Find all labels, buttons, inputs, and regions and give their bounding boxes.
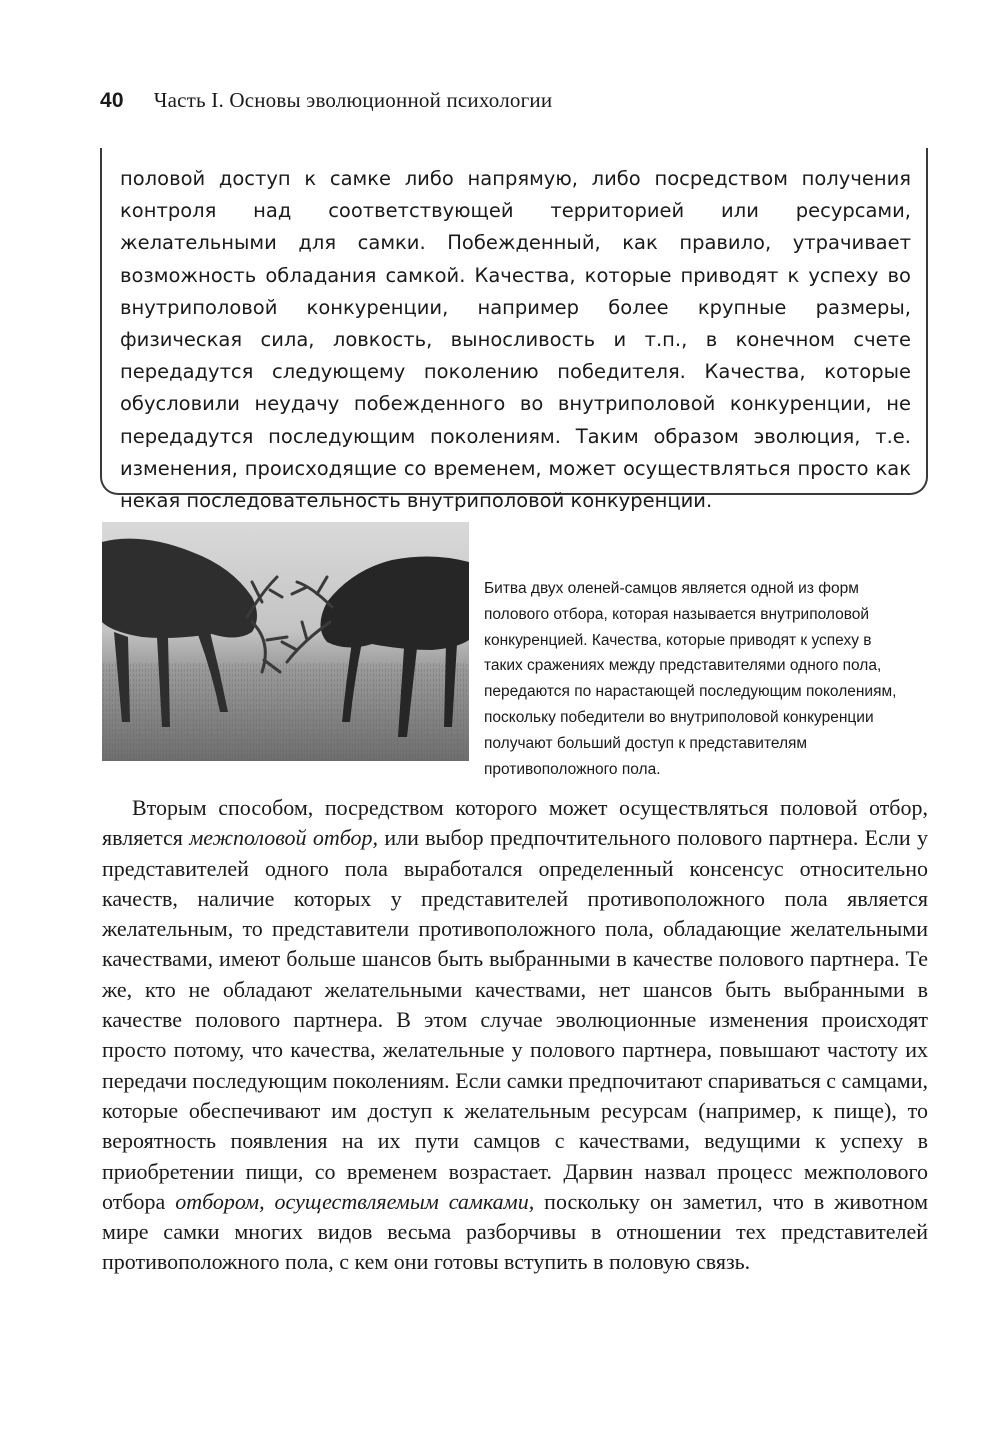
running-header	[100, 88, 552, 113]
running-title: Часть I. Основы эволюционной психологии	[153, 88, 553, 112]
term-emphasis: межполовой отбор,	[189, 825, 379, 851]
term-emphasis: отбором, осуществляемым самками,	[175, 1188, 535, 1214]
text-run: или выбор предпочтительного полового партнера. Если у представителей одного пола выработался определенный консенсус относительно качеств, наличие которых у представителей противоположного пола является желательным, то представители противоположного пола, обладающие желательными качествами, имеют больше шансов быть выбранными в качестве полового партнера. Те же, кто не обладают желательными качествами, нет шансов быть выбранными в качестве полового партнера. В этом случае эволюционные изменения происходят просто потому, что качества, желательные у полового партнера, повышают частоту их передачи последующим поколениям. Если самки предпочитают спариваться с самцами, которые обеспечивают им доступ к желательным ресурсам (например, к пище), то вероятность появления на их пути самцов с качествами, ведущими к успеху в приобретении пищи, со временем возрастает. Дарвин назвал процесс межполового отбора	[102, 825, 928, 1214]
body-text	[102, 793, 928, 1278]
text-run: поскольку он заметил, что в животном мире самки многих видов весьма разборчивы в отношении тех представителей противоположного пола, с кем они готовы вступить в половую связь.	[102, 1188, 929, 1275]
sidebar-box-text: половой доступ к самке либо напрямую, либо посредством получения контроля над соответствующей территорией или ресурсами, желательными для самки. Побежденный, как правило, утрачивает возможность обладания самкой. Качества, которые приводят к успеху во внутриполовой конкуренции, например более крупные размеры, физическая сила, ловкость, выносливость и т.п., в конечном счете передадутся следующему поколению победителя. Качества, которые обусловили неудачу побежденного во внутриполовой конкуренции, не передадутся последующим поколениям. Таким образом эволюция, т.е. изменения, происходящие со временем, может осуществляться просто как некая последовательность внутриполовой конкуренции.	[120, 167, 911, 513]
page-number: 40	[100, 89, 124, 112]
text-run: Вторым способом, посредством которого может осуществляться половой отбор, является	[102, 795, 928, 851]
figure-caption: Битва двух оленей-самцов является одной из форм полового отбора, которая называется внутриполовой конкуренцией. Качества, которые приводят к успеху в таких сражениях между представителями одного пола, передаются по нарастающей последующим поколениям, поскольку победители во внутриполовой конкуренции получают больший доступ к представителям противоположного пола.	[484, 580, 897, 778]
paragraph	[102, 793, 928, 1278]
deer-fighting-photo	[102, 522, 469, 761]
